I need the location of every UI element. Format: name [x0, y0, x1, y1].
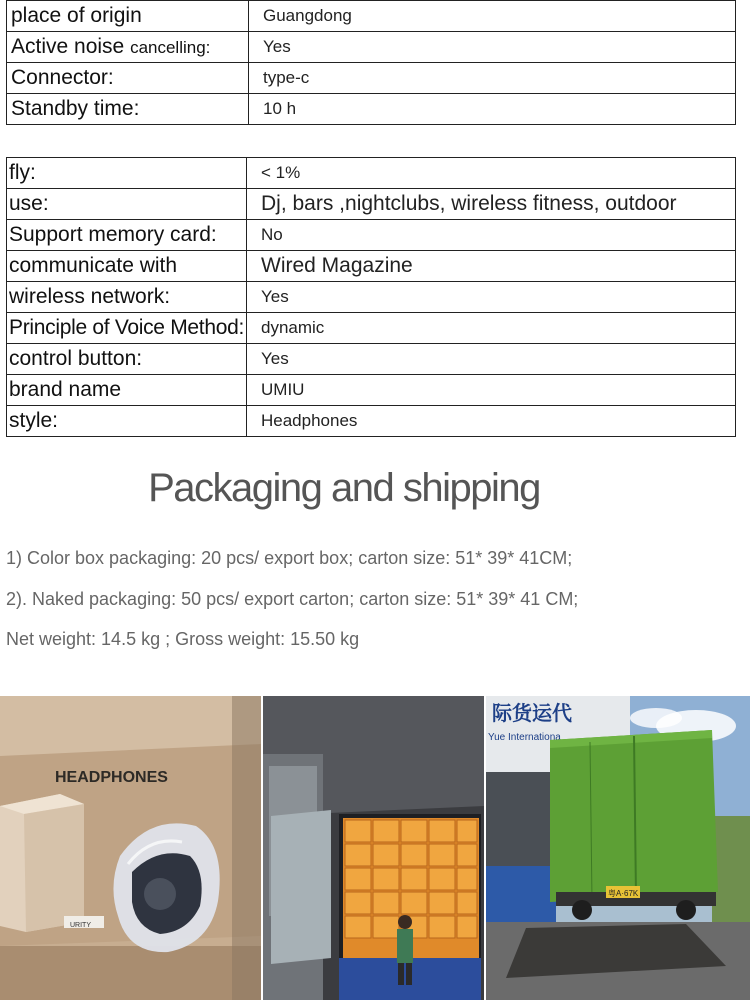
spec-value: Dj, bars ,nightclubs, wireless fitness, outdoor	[247, 189, 736, 220]
spec-value: Guangdong	[249, 1, 736, 32]
photo-packaging-boxes-art	[0, 696, 261, 1000]
photo-truck-shipping-art	[486, 696, 750, 1000]
table-row	[7, 406, 736, 437]
spec-key	[7, 32, 249, 63]
spec-key: fly:	[7, 158, 247, 189]
spec-value: < 1%	[247, 158, 736, 189]
spec-value: UMIU	[247, 375, 736, 406]
packaging-line-color-box: 1) Color box packaging: 20 pcs/ export box; carton size: 51* 39* 41CM;	[6, 548, 573, 568]
section-title: Packaging and shipping	[148, 466, 540, 510]
spec-key: Principle of Voice Method:	[7, 313, 247, 344]
table-row	[7, 375, 736, 406]
spec-key: communicate with	[7, 251, 247, 282]
spec-value: type-c	[249, 63, 736, 94]
spec-table-1	[6, 0, 736, 125]
spec-key: control button:	[7, 344, 247, 375]
packaging-line-naked: 2). Naked packaging: 50 pcs/ export carton; carton size: 51* 39* 41 CM;	[6, 589, 579, 609]
photo-container-loading-art	[263, 696, 484, 1000]
spec-value: Yes	[247, 344, 736, 375]
table-row	[7, 344, 736, 375]
spec-key-small: cancelling:	[130, 38, 211, 57]
photo-container-loading	[263, 696, 484, 1000]
spec-value: 10 h	[249, 94, 736, 125]
spec-value: Yes	[247, 282, 736, 313]
packaging-line-weight: Net weight: 14.5 kg ; Gross weight: 15.50 kg	[6, 629, 360, 649]
table-row	[7, 1, 736, 32]
spec-value: Headphones	[247, 406, 736, 437]
spec-key: brand name	[7, 375, 247, 406]
spec-table-2	[6, 157, 736, 437]
spec-key: style:	[7, 406, 247, 437]
spec-key: place of origin	[7, 1, 249, 32]
photo-truck-shipping	[486, 696, 750, 1000]
warehouse-sign-latin: Yue Internationa	[488, 732, 561, 743]
box-label: HEADPHONES	[55, 769, 168, 786]
box-tape-label: URITY	[70, 922, 91, 929]
spec-key: wireless network:	[7, 282, 247, 313]
spec-key-main: Active noise	[11, 35, 131, 58]
spec-value: No	[247, 220, 736, 251]
photo-strip	[0, 696, 750, 1000]
spec-value: dynamic	[247, 313, 736, 344]
spec-key: use:	[7, 189, 247, 220]
table-row	[7, 251, 736, 282]
table-row	[7, 158, 736, 189]
truck-plate: 粤A·67K	[608, 889, 639, 898]
table-row	[7, 220, 736, 251]
table-row	[7, 313, 736, 344]
table-row	[7, 189, 736, 220]
photo-packaging-boxes	[0, 696, 261, 1000]
table-row	[7, 63, 736, 94]
spec-value: Wired Magazine	[247, 251, 736, 282]
spec-key: Connector:	[7, 63, 249, 94]
table-row	[7, 282, 736, 313]
warehouse-sign: 际货运代	[492, 701, 572, 725]
spec-key: Standby time:	[7, 94, 249, 125]
table-row	[7, 32, 736, 63]
spec-key: Support memory card:	[7, 220, 247, 251]
spec-value: Yes	[249, 32, 736, 63]
table-row	[7, 94, 736, 125]
